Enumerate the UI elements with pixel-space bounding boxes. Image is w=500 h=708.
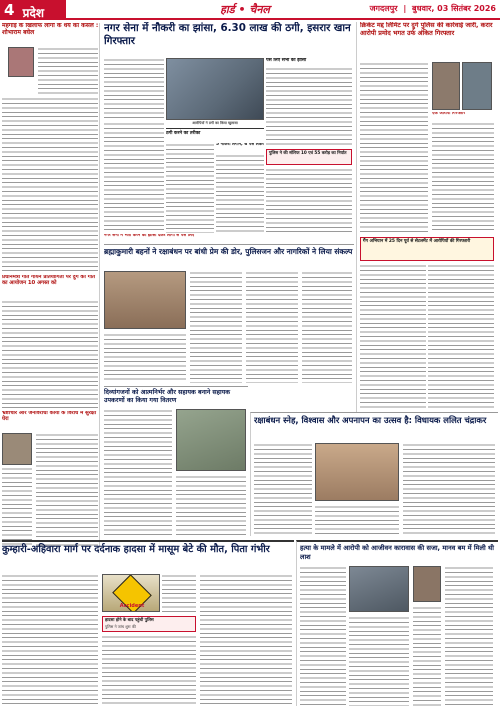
left-top-headline: महंगाई के खिलाफ लोगों के धर्य का कसल : शोभाराम बघेल	[2, 23, 99, 36]
article-text-block	[2, 574, 98, 706]
newspaper-brand: हार्ड • चैनल	[220, 3, 270, 16]
article-text-block	[428, 264, 494, 410]
article-text-block	[104, 122, 164, 232]
article-text-block	[166, 143, 214, 233]
divyang-story	[104, 386, 248, 536]
right-top-box-headline: गैंग अभियान में 25 दिन पूर्व से सेटलमेंट में आरोपियों की गिरफ्तारी	[363, 239, 471, 244]
article-text-block	[432, 122, 494, 232]
lead-inner-head-2: 5 नौकरी लगाने, 6 पैसे लेकर	[216, 143, 264, 147]
left-column	[2, 23, 100, 548]
accused-photo	[462, 62, 492, 110]
divyang-headline: दिव्यांगजनों को आत्मनिर्भर और सहायक बनाने सहायक उपकरणों का किया गया वितरण	[104, 389, 231, 404]
lead-story	[104, 22, 354, 244]
edition-day-date: बुधवार, 03 सितंबर 2026	[412, 4, 496, 13]
article-text-block	[246, 271, 298, 383]
accident-info-box	[102, 616, 196, 632]
article-text-block	[413, 606, 441, 706]
convict-photo	[413, 566, 441, 602]
inner-headline-box	[166, 128, 264, 142]
article-text-block	[2, 97, 98, 272]
right-top-sub: एक आरोपी गिरफ्तार	[432, 112, 466, 116]
page-number: 4	[4, 1, 15, 19]
rakshabandhan-story	[250, 412, 498, 536]
article-text-block	[300, 566, 346, 706]
article-text-block	[200, 574, 292, 706]
article-text-block	[315, 505, 399, 535]
article-text-block	[403, 443, 495, 535]
article-text-block	[104, 409, 172, 535]
rakshabandhan-headline: रक्षाबंधन स्नेह, विश्वास और अपनापन का उत्सव है: विधायक ललित चंद्राकर	[254, 415, 487, 425]
article-text-block	[445, 566, 493, 706]
lead-photo-caption: आरोपियों ने ठगी का किया खुलासा	[192, 121, 238, 125]
article-text-block	[349, 616, 409, 706]
article-text-block	[302, 271, 352, 383]
article-text-block	[216, 154, 264, 233]
lead-bold-line: नगर सेना में भर्ती करने का झांसा देकर लोगों से पैसे लिए	[104, 234, 195, 238]
lead-box-headline: पुलिस ने की संलिप्त 10 एवं 55 करोड़ का निर्यात	[269, 150, 347, 155]
lead-inner-head: ठगी करने का तरीका	[166, 131, 201, 136]
rakhi-photo	[104, 271, 186, 329]
article-text-block	[176, 475, 246, 535]
section-name: प्रदेश	[22, 6, 44, 20]
politician-portrait	[8, 47, 34, 77]
murder-headline: हत्या के मामले में आरोपी को आजीवन कारावास की सजा, मानव बम में मिली थी लाश	[300, 544, 494, 561]
lead-side-head: पैसे लिए सभी को झांसा	[266, 58, 307, 63]
article-text-block	[104, 333, 186, 383]
article-text-block	[190, 271, 242, 383]
article-text-block	[2, 300, 98, 408]
accident-graphic	[102, 574, 160, 612]
article-text-block	[360, 264, 426, 410]
accused-photo	[432, 62, 460, 110]
right-top-info-box	[360, 237, 494, 261]
accident-box-sub: पुलिस ने जांच शुरू की	[105, 623, 136, 629]
accident-headline: कुम्हारी-अहिवारा मार्ग पर दर्दनाक हादसा में मासूम बेटे की मौत, पिता गंभीर	[2, 544, 270, 555]
article-text-block	[104, 58, 164, 120]
lead-info-box	[266, 149, 352, 165]
article-text-block	[360, 62, 428, 232]
lead-headline: नगर सेना में नौकरी का झांसा, 6.30 लाख की ठगी, इसरार खान गिरफ्तार	[104, 22, 351, 47]
accident-box-headline: हादसा होने के बाद पहुंची पुलिस	[105, 617, 154, 622]
article-text-block	[266, 67, 352, 147]
murder-case-photo	[349, 566, 409, 612]
murder-case-story	[296, 540, 498, 706]
accident-sign-text: Accident	[119, 603, 145, 609]
article-text-block	[36, 433, 98, 546]
left-sub-headline-1: प्रधानमंत्री गीत गायन प्रतियोगिता पर दुर्ग की गीत का आयोजन 10 अगस्त को	[2, 275, 96, 286]
left-sub-headline-2: भ्रष्टाचार और जनविरोधी कार्यों के विरोध में सुरक्षा घेरा	[2, 411, 97, 422]
news-photo	[2, 433, 32, 465]
article-text-block	[102, 635, 196, 706]
edition-city: जगदलपुर	[369, 4, 398, 13]
accident-story	[2, 540, 294, 706]
right-top-story	[356, 22, 498, 412]
edition-date: जगदलपुर | बुधवार, 03 सितंबर 2026	[369, 4, 496, 13]
article-text-block	[38, 47, 98, 95]
divyang-photo	[176, 409, 246, 471]
rakshabandhan-photo	[315, 443, 399, 501]
lead-photo	[166, 58, 264, 120]
article-text-block	[254, 443, 312, 535]
rakhi-headline: ब्रह्माकुमारी बहनों ने रक्षाबंधन पर बांधी प्रेम की डोर, पुलिसजन और नागरिकों ने लिया संकल्प	[104, 247, 353, 256]
right-top-headline: क्रिकेट मद्द लिमिट पर दुर्ग पुलिस की कार्रवाई जारी, करार आरोपी प्रमोद भगत उर्फ अंकित गिरफ्तार	[360, 22, 493, 37]
page-section-tab	[0, 0, 66, 20]
article-text-block	[162, 574, 196, 614]
rakhi-story	[104, 244, 354, 384]
article-text-block	[2, 467, 32, 546]
article-text-block	[266, 168, 352, 233]
